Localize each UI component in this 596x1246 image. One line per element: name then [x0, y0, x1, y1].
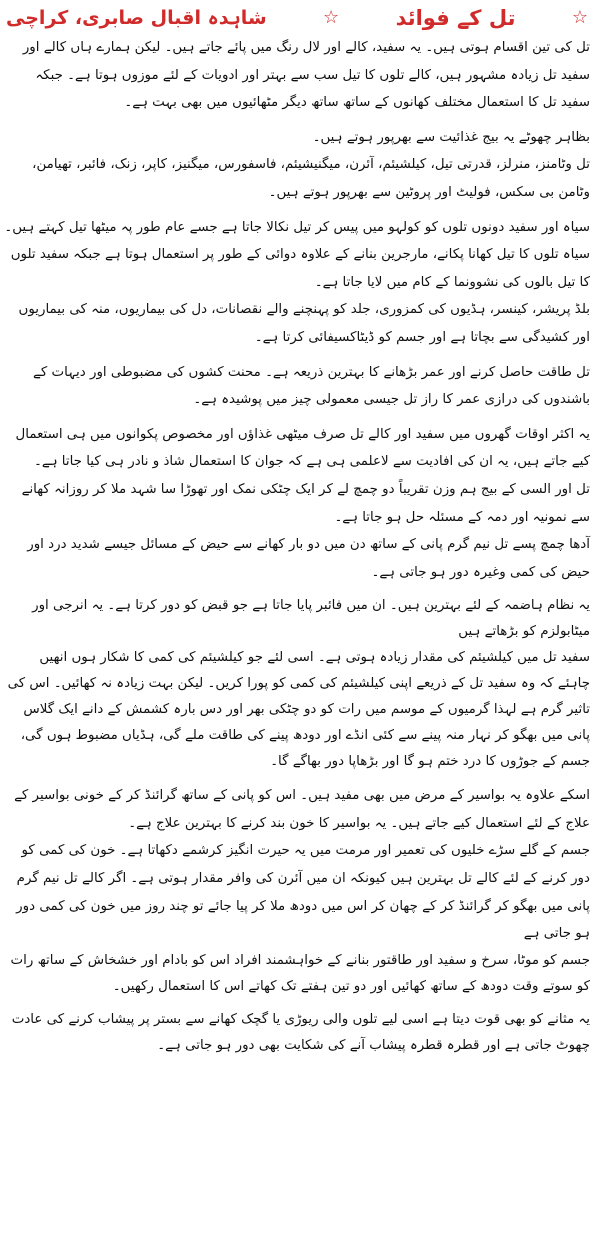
paragraph: بظاہر چھوٹے یہ بیج غذائیت سے بھرپور ہوتے ہیں۔	[312, 129, 590, 145]
paragraph: تل وٹامنز، منرلز، قدرتی تیل، کیلشیئم، آئرن، میگنیشیئم، فاسفورس، میگنیز، کاپر، زنک، فائبر، تھیامن، وٹامن بی سکس، فولیٹ اور پروٹین سے بھرپور ہوتے ہیں۔	[32, 157, 590, 200]
paragraph: سفید تل میں کیلشیئم کی مقدار زیادہ ہوتی ہے۔ اسی لئے جو کیلشیئم کی کمی کا شکار ہوں انھیں چاہئے کہ وہ سفید تل کے ذریعے اپنی کیلشیئم کی کمی کو پورا کریں۔ لیکن بہت زیادہ نہ کھائیں۔ اس کی تاثیر گرم ہے لہذا گرمیوں کے موسم میں رات کو دو چٹکی بھر اور دس بارہ کشمش کے دانے ایک گلاس پانی میں بھگو کر نہار منہ پینے سے کئی انڈے اور دودھ پینے کی طاقت ملے گی، ہڈیاں مضبوط ہوں گی، جسم کے جوڑوں کا درد ختم ہو گا اور بڑھاپا دور بھاگے گا۔	[7, 650, 590, 770]
paragraph: اسکے علاوہ یہ بواسیر کے مرض میں بھی مفید ہیں۔ اس کو پانی کے ساتھ گرائنڈ کر کے خونی بواسیر کے علاج کے لئے استعمال کیے جاتے ہیں۔ یہ بواسیر کا خون بند کرنے کا بہترین علاج ہے۔	[14, 788, 590, 831]
header	[4, 2, 590, 34]
article-body	[4, 34, 590, 1059]
paragraph: آدھا چمچ پسے تل نیم گرم پانی کے ساتھ دن میں دو بار کھانے سے حیض کے مسائل جیسے شدید درد اور حیض کی کمی وغیرہ دور ہو جاتی ہے۔	[27, 537, 590, 580]
star-icon: ☆	[323, 7, 340, 28]
paragraph: بلڈ پریشر، کینسر، ہڈیوں کی کمزوری، جلد کو پہنچنے والے نقصانات، دل کی بیماریوں، منہ کی بیماریوں اور کشیدگی سے بچاتا ہے اور جسم کو ڈیٹاکسیفائی کرتا ہے۔	[18, 302, 590, 345]
paragraph: تل طاقت حاصل کرنے اور عمر بڑھانے کا بہترین ذریعہ ہے۔ محنت کشوں کی مضبوطی اور دیہات کے باشندوں کی درازی عمر کا راز تل جیسی معمولی چیز میں پوشیدہ ہے۔	[33, 364, 590, 408]
paragraph: یہ مثانے کو بھی قوت دیتا ہے اسی لیے تلوں والی ریوڑی یا گچک کھانے سے بستر پر پیشاب کرنے کی عادت چھوٹ جاتی ہے اور قطرہ قطرہ پیشاب آنے کی شکایت بھی دور ہو جاتی ہے۔	[11, 1011, 590, 1053]
page-title: تل کے فوائد	[395, 5, 516, 30]
author-name: شاہدہ اقبال صابری، کراچی	[6, 6, 267, 29]
paragraph: تل اور السی کے بیج ہم وزن تقریباً دو چمچ لے کر ایک چٹکی نمک اور تھوڑا سا شہد ملا کر روزانہ کھانے سے نمونیہ اور دمہ کے مسئلہ حل ہو جاتا ہے۔	[21, 481, 590, 525]
paragraph: تل کی تین اقسام ہوتی ہیں۔ یہ سفید، کالے اور لال رنگ میں پائے جاتے ہیں۔ لیکن ہمارے ہاں کالے اور سفید تل زیادہ مشہور ہیں، کالے تلوں کا تیل سب سے بہتر اور ادویات کے لئے موزوں ہوتا ہے۔ جبکہ سفید تل کا استعمال مختلف کھانوں کے ساتھ ساتھ دیگر مٹھائیوں میں بھی بہت ہے۔	[22, 40, 590, 111]
paragraph: یہ نظام ہاضمہ کے لئے بہترین ہیں۔ ان میں فائبر پایا جاتا ہے جو قبض کو دور کرتا ہے۔ یہ انرجی اور میٹابولزم کو بڑھاتے ہیں	[32, 598, 590, 640]
paragraph: یہ اکثر اوقات گھروں میں سفید اور کالے تل صرف میٹھی غذاؤں اور مخصوص پکوانوں میں ہی استعمال کیے جاتے ہیں، یہ ان کی افادیت سے لاعلمی ہی ہے کہ جوان کا استعمال شاذ و نادر ہی کیا جاتا ہے۔	[15, 426, 590, 470]
star-icon: ☆	[571, 7, 588, 28]
paragraph: جسم کو موٹا، سرخ و سفید اور طاقتور بنانے کے خواہشمند افراد اس کو بادام اور خشخاش کے ساتھ رات کو سوتے وقت دودھ کے ساتھ کھائیں اور دو تین ہفتے تک کھاتے اس کا استعمال رکھیں۔	[10, 952, 590, 994]
paragraph: جسم کے گلے سڑے خلیوں کی تعمیر اور مرمت میں یہ حیرت انگیز کرشمے دکھاتا ہے۔ خون کی کمی کو دور کرنے کے لئے کالے تل بہترین ہیں کیونکہ ان میں آئرن کی وافر مقدار ہوتی ہے۔ اگر کالے تل نیم گرم پانی میں بھگو کر گرائنڈ کر کے چھان کر اس میں دودھ ملا کر پیا جائے تو چند روز میں خون کی کمی دور ہو جاتی ہے	[16, 843, 590, 942]
paragraph: سیاہ اور سفید دونوں تلوں کو کولہو میں پیس کر تیل نکالا جاتا ہے جسے عام طور پہ میٹھا تیل کہتے ہیں۔ سیاہ تلوں کا تیل کھانا پکانے، مارجرین بنانے کے علاوہ دوائی کے طور پر استعمال ہوتا ہے جبکہ سفید تلوں کا تیل بالوں کی نشوونما کے کام میں لایا جاتا ہے۔	[4, 219, 590, 290]
